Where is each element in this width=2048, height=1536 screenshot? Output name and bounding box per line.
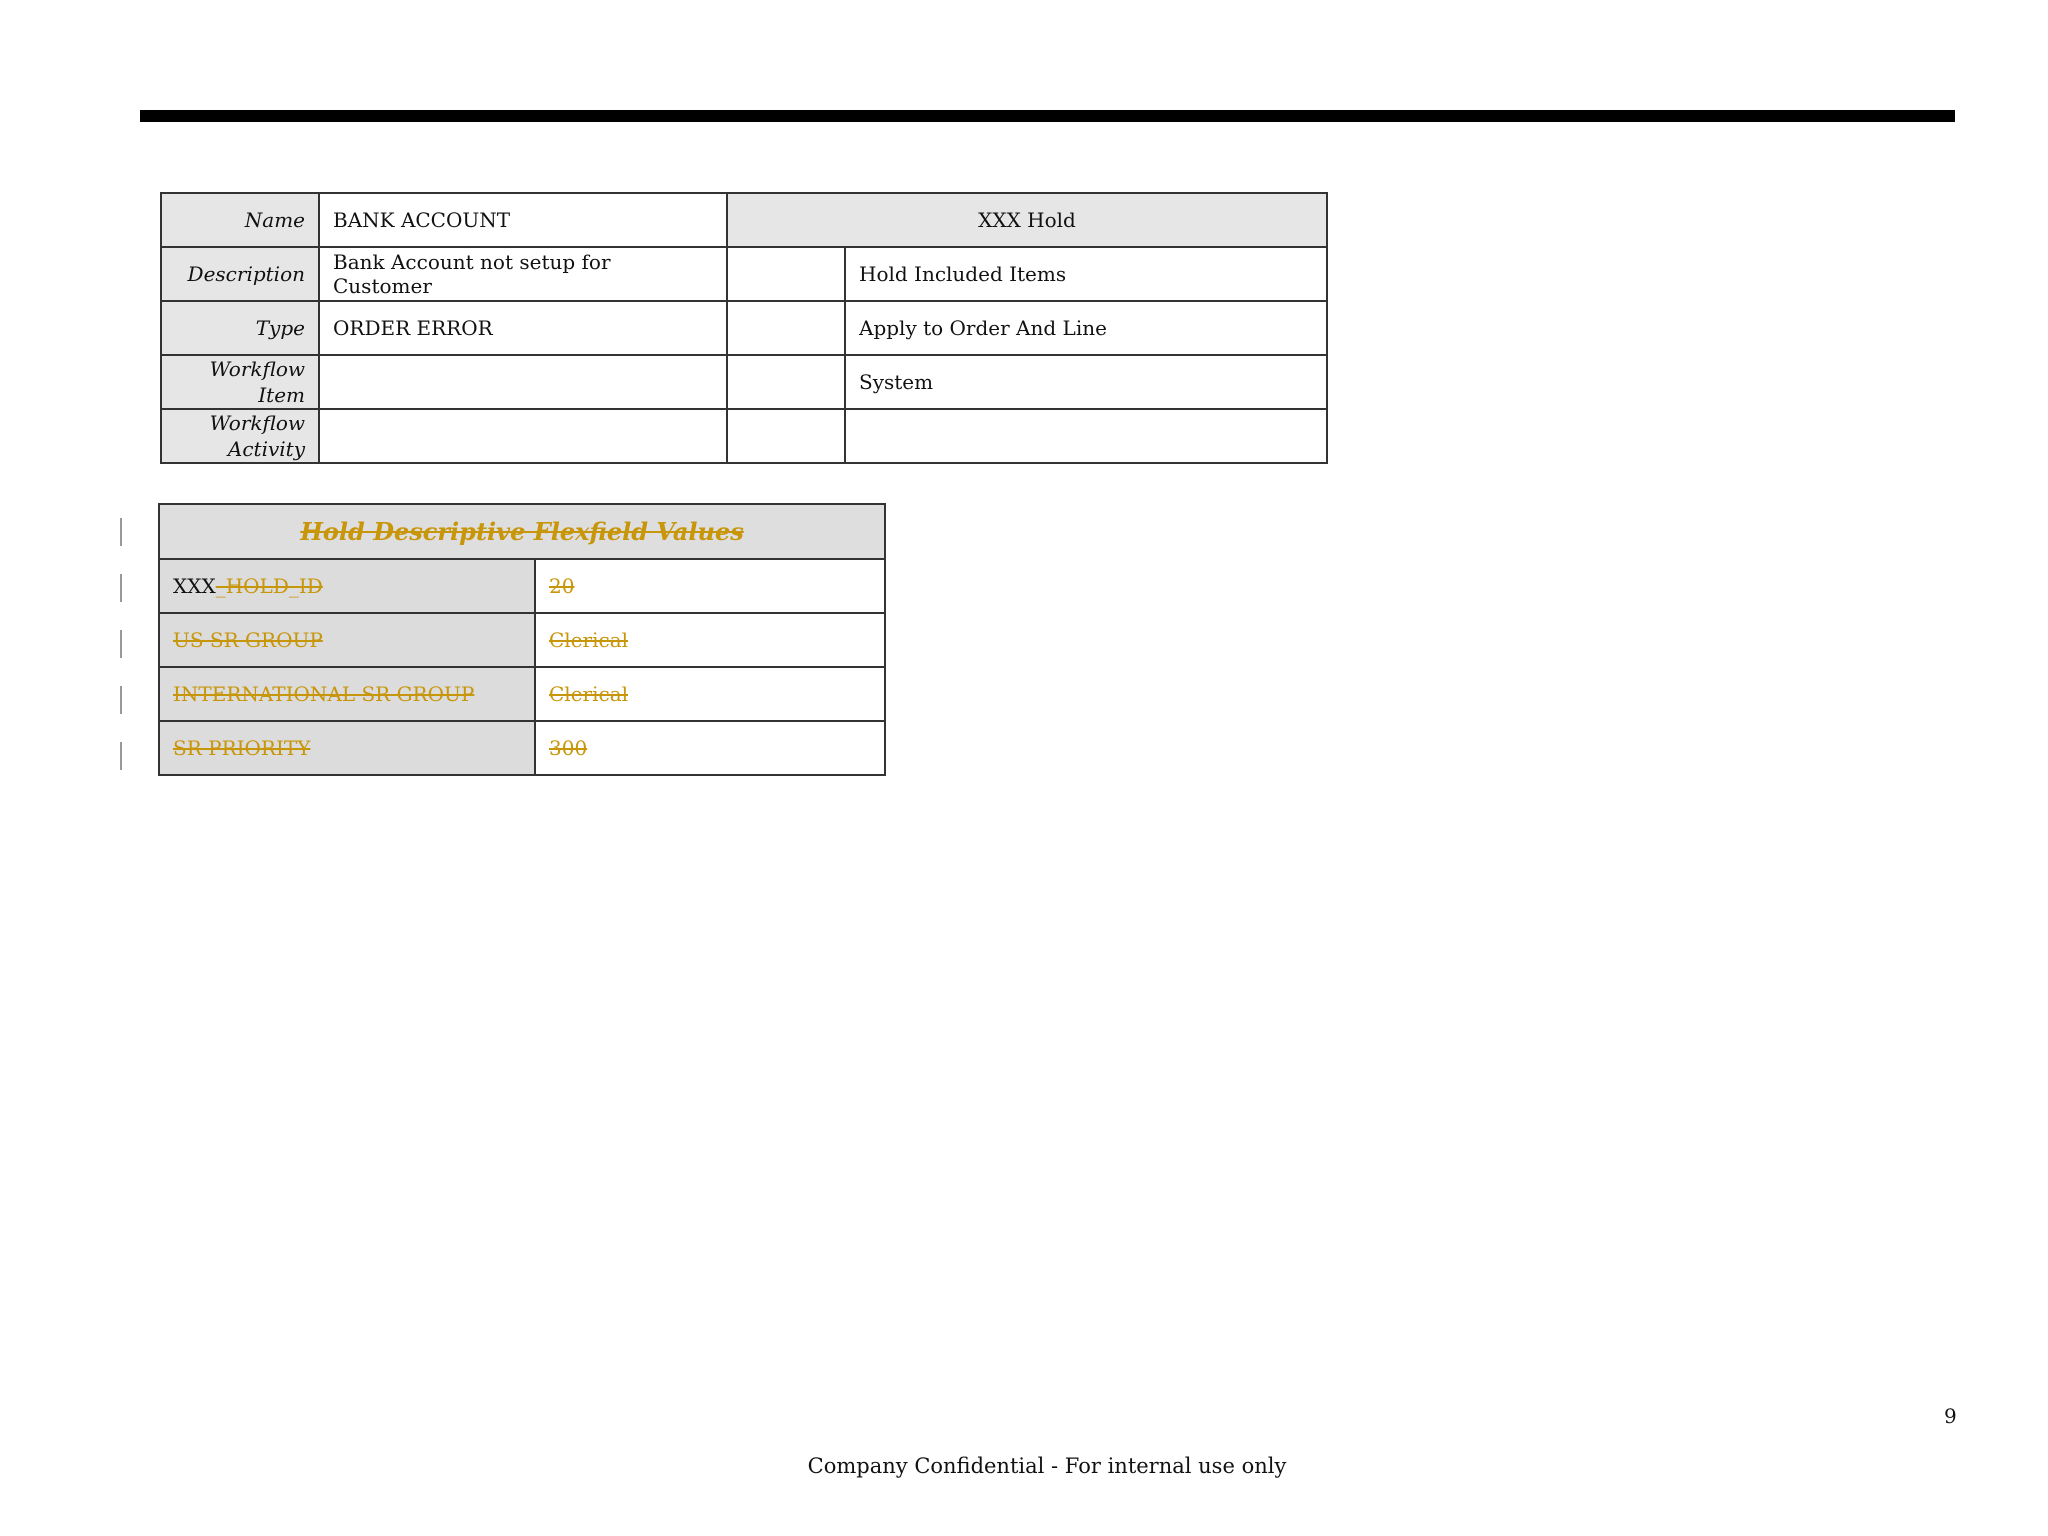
table-row (159, 504, 885, 559)
flexfield-key: INTERNATIONAL SR GROUP (159, 667, 535, 721)
right-value: Hold Included Items (845, 247, 1327, 301)
empty-cell (727, 409, 845, 463)
table-row (159, 613, 885, 667)
hold-header: XXX Hold (727, 193, 1327, 247)
value-name: BANK ACCOUNT (319, 193, 727, 247)
page-number: 9 (1944, 1404, 1957, 1428)
value-type: ORDER ERROR (319, 301, 727, 355)
right-value (845, 409, 1327, 463)
flexfield-key: US SR GROUP (159, 613, 535, 667)
footer-text: Company Confidential - For internal use only (807, 1454, 1287, 1478)
value-description: Bank Account not setup for Customer (319, 247, 727, 301)
table-row (161, 409, 1327, 463)
empty-cell (727, 247, 845, 301)
table-row (161, 355, 1327, 409)
table-row (159, 667, 885, 721)
flexfield-value: Clerical (535, 613, 885, 667)
table-row (161, 301, 1327, 355)
right-value: Apply to Order And Line (845, 301, 1327, 355)
key-deleted: _HOLD_ID (215, 574, 323, 598)
change-bar (120, 742, 122, 770)
empty-cell (727, 355, 845, 409)
flexfield-value: Clerical (535, 667, 885, 721)
hold-details-table (160, 192, 1328, 464)
flexfield-value: 20 (535, 559, 885, 613)
table-row (159, 721, 885, 775)
label-workflow-activity: Workflow Activity (161, 409, 319, 463)
label-description: Description (161, 247, 319, 301)
flexfield-title: Hold Descriptive Flexfield Values (159, 504, 885, 559)
table-row (161, 193, 1327, 247)
change-bar (120, 574, 122, 602)
value-workflow-item (319, 355, 727, 409)
label-type: Type (161, 301, 319, 355)
flexfield-value: 300 (535, 721, 885, 775)
value-workflow-activity (319, 409, 727, 463)
change-bar (120, 686, 122, 714)
flexfield-table (158, 503, 886, 776)
label-name: Name (161, 193, 319, 247)
table-row (159, 559, 885, 613)
header-rule (140, 110, 1955, 122)
flexfield-key: SR PRIORITY (159, 721, 535, 775)
change-bar (120, 518, 122, 546)
key-prefix: XXX (173, 574, 216, 598)
flexfield-key (159, 559, 535, 613)
right-value: System (845, 355, 1327, 409)
table-row (161, 247, 1327, 301)
label-workflow-item: Workflow Item (161, 355, 319, 409)
change-bar (120, 630, 122, 658)
empty-cell (727, 301, 845, 355)
